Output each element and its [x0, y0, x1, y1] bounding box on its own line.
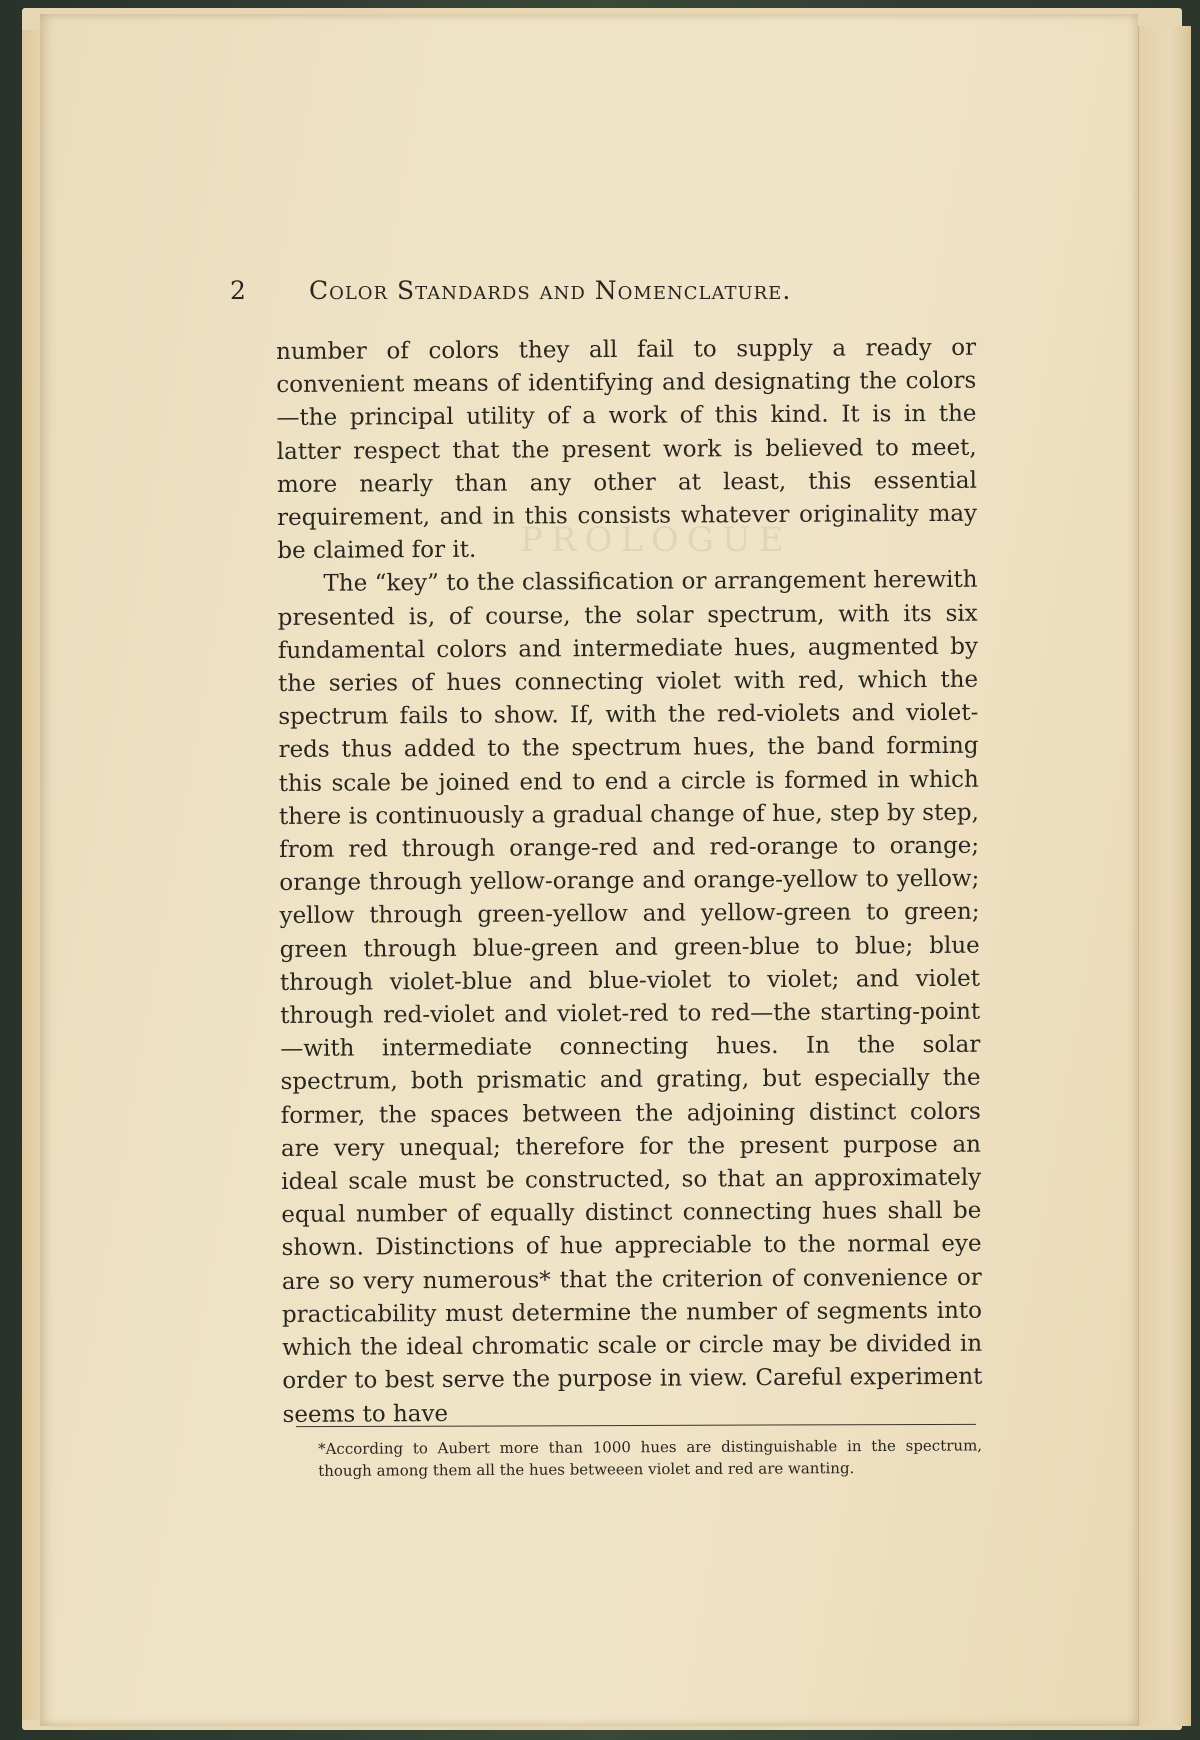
running-header [230, 276, 930, 305]
body-text [276, 332, 983, 1432]
paragraph-key: The “key” to the classification or arrangement herewith presented is, of course, the solar spectrum, with its six fundamental colors and intermediate hues, augmented by the series of hues connecting violet with red, which the spectrum fails to show. If, with the red-violets and violet-reds thus added to the spectrum hues, the band forming this scale be joined end to end a circle is formed in which there is continuously a gradual change of hue, step by step, from red through orange-red and red-orange to orange; orange through yellow-orange and orange-yellow to yellow; yellow through green-yellow and yellow-green to green; green through blue-green and green-blue to blue; blue through violet-blue and blue-violet to violet; and violet through red-violet and violet-red to red—the starting-point—with intermediate connecting hues. In the solar spectrum, both prismatic and grating, but especially the former, the spaces between the adjoining distinct colors are very unequal; therefore for the present purpose an ideal scale must be constructed, so that an approximately equal number of equally distinct connecting hues shall be shown. Distinctions of hue appreciable to the normal eye are so very numerous* that the criterion of convenience or practicability must determine the number of segments into which the ideal chromatic scale or circle may be divided in order to best serve the purpose in view. Careful experiment seems to have [277, 567, 983, 1428]
page-number: 2 [230, 276, 247, 305]
paragraph-continuation: number of colors they all fail to supply a ready or convenient means of identifying and designating the colors—the principal utility of a work of this kind. It is in the latter respect that the present work is believed to meet, more nearly than any other at least, this essential requirement, and in this consists whatever originality may be claimed for it. [276, 334, 978, 565]
left-page-edges [22, 30, 42, 1720]
running-title: Color Standards and Nomenclature. [308, 276, 792, 305]
show-through-text: PROLOGUE [520, 520, 792, 560]
right-page-edges [1138, 26, 1191, 1726]
footnote [296, 1434, 982, 1482]
footnote-text: *According to Aubert more than 1000 hues are distinguishable in the spectrum, though among them all the hues betweeen violet and red are wanting. [318, 1436, 983, 1480]
